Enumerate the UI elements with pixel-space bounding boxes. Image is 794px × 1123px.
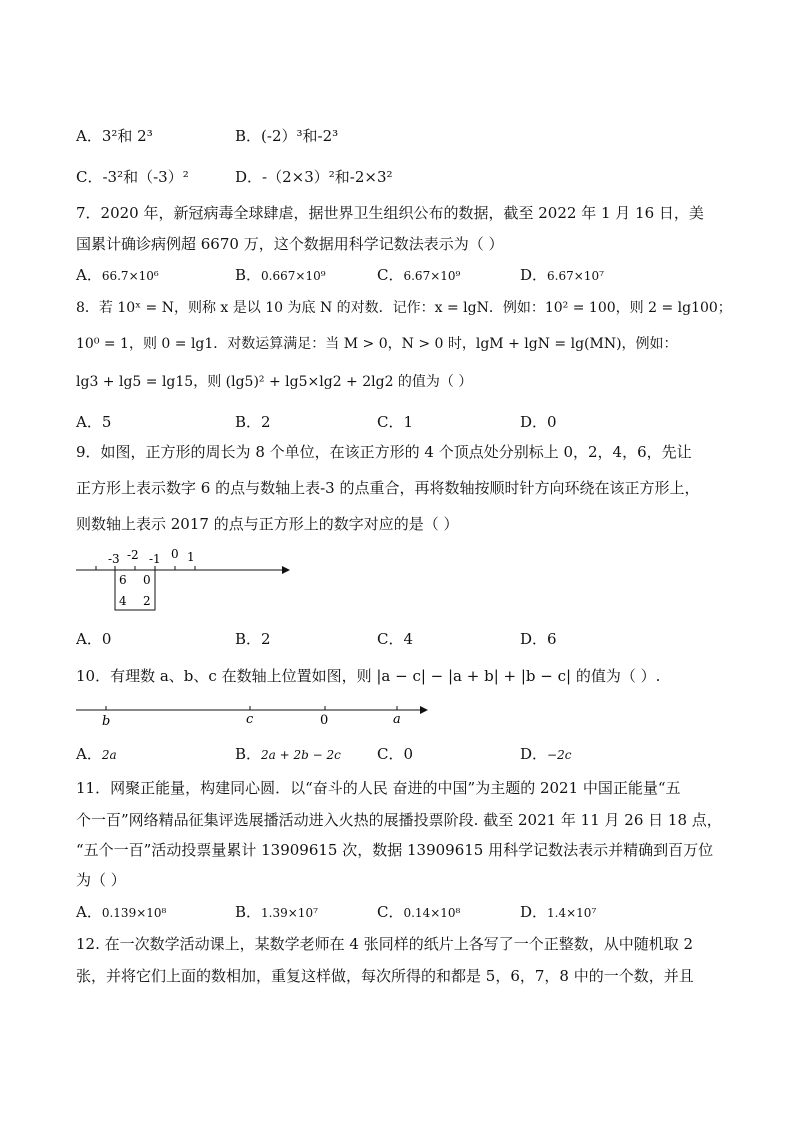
- q12-stem-line1: 12. 在一次数学活动课上，某数学老师在 4 张同样的纸片上各写了一个正整数，从中随机取 2: [76, 935, 694, 953]
- q11-stem-line4: 为（ ）: [76, 871, 126, 889]
- q9-axis-label: -2: [127, 548, 139, 562]
- q6-option-c: C．-3²和（-3）²: [76, 168, 189, 186]
- q10-option-d: D．−2c: [520, 745, 572, 763]
- q9-option-d: D．6: [520, 630, 557, 648]
- q9-axis-label: 1: [187, 550, 195, 564]
- q9-axis-label: 0: [171, 547, 179, 561]
- q10-option-c: C．0: [377, 745, 414, 763]
- q10-axis-label: c: [246, 712, 254, 727]
- q11-stem-line1: 11．网聚正能量，构建同心圆．以“奋斗的人民 奋进的中国”为主题的 2021 中国正能量“五: [76, 779, 681, 797]
- q8-stem-line3: lg3 + lg5 = lg15，则 (lg5)² + lg5×lg2 + 2lg2 的值为（ ）: [76, 374, 473, 390]
- q11-option-a: A．0.139×10⁸: [76, 903, 167, 921]
- q8-option-d: D．0: [520, 413, 557, 431]
- q12-stem-line2: 张，并将它们上面的数相加，重复这样做，每次所得的和都是 5，6，7，8 中的一个数，并且: [76, 967, 694, 985]
- q10-axis-label: a: [393, 712, 401, 727]
- q9-stem-line2: 正方形上表示数字 6 的点与数轴上表-3 的点重合，再将数轴按顺时针方向环绕在该正方形上，: [76, 479, 700, 497]
- q11-stem-line3: “五个一百”活动投票量累计 13909615 次，数据 13909615 用科学记数法表示并精确到百万位: [76, 841, 714, 859]
- q9-stem-line3: 则数轴上表示 2017 的点与正方形上的数字对应的是（ ）: [76, 515, 459, 533]
- q9-square-label: 0: [143, 573, 151, 587]
- q7-stem-line2: 国累计确诊病例超 6670 万，这个数据用科学记数法表示为（ ）: [76, 235, 504, 253]
- q10-axis-label: b: [102, 714, 111, 729]
- q7-stem-line1: 7．2020 年，新冠病毒全球肆虐，据世界卫生组织公布的数据，截至 2022 年 1 月 16 日，美: [76, 204, 704, 222]
- q7-option-a: A．66.7×10⁶: [76, 266, 159, 284]
- q10-option-b: B．2a + 2b − 2c: [235, 745, 341, 763]
- q6-option-b: B．(-2）³和-2³: [235, 127, 339, 145]
- q11-option-c: C．0.14×10⁸: [377, 903, 461, 921]
- q9-axis-label: -3: [108, 552, 120, 566]
- q10-stem: 10．有理数 a、b、c 在数轴上位置如图，则 |a − c| − |a + b| + |b − c| 的值为（ ）.: [76, 667, 661, 685]
- q7-option-c: C．6.67×10⁹: [377, 266, 461, 284]
- q9-square-label: 4: [119, 594, 127, 608]
- q9-square-label: 2: [143, 594, 151, 608]
- q7-option-b: B．0.667×10⁹: [235, 266, 326, 284]
- q9-axis-label: -1: [149, 552, 161, 566]
- q9-option-b: B．2: [235, 630, 271, 648]
- q8-option-b: B．2: [235, 413, 271, 431]
- q11-stem-line2: 个一百”网络精品征集评选展播活动进入火热的展播投票阶段. 截至 2021 年 11 月 26 日 18 点，: [76, 811, 722, 829]
- arrow-head-icon: [420, 706, 428, 714]
- q11-option-b: B．1.39×10⁷: [235, 903, 318, 921]
- q8-option-a: A．5: [76, 413, 112, 431]
- q9-square-label: 6: [119, 573, 127, 587]
- q8-stem-line2: 10⁰ = 1，则 0 = lg1．对数运算满足：当 M > 0，N > 0 时，lgM + lgN = lg(MN)，例如：: [76, 336, 678, 352]
- q10-option-a: A．2a: [76, 745, 117, 763]
- q10-axis-label: 0: [320, 713, 329, 728]
- q9-option-c: C．4: [377, 630, 414, 648]
- q11-option-d: D．1.4×10⁷: [520, 903, 597, 921]
- q7-option-d: D．6.67×10⁷: [520, 266, 604, 284]
- q8-option-c: C．1: [377, 413, 414, 431]
- q9-option-a: A．0: [76, 630, 112, 648]
- q8-stem-line1: 8．若 10ˣ = N，则称 x 是以 10 为底 N 的对数．记作：x = lgN．例如：10² = 100，则 2 = lg100；: [76, 300, 732, 316]
- q6-option-d: D．-（2×3）²和-2×3²: [235, 168, 393, 186]
- q9-stem-line1: 9．如图，正方形的周长为 8 个单位，在该正方形的 4 个顶点处分别标上 0，2，4，6，先让: [76, 443, 692, 461]
- q6-option-a: A．3²和 2³: [76, 127, 153, 145]
- arrow-head-icon: [282, 566, 290, 574]
